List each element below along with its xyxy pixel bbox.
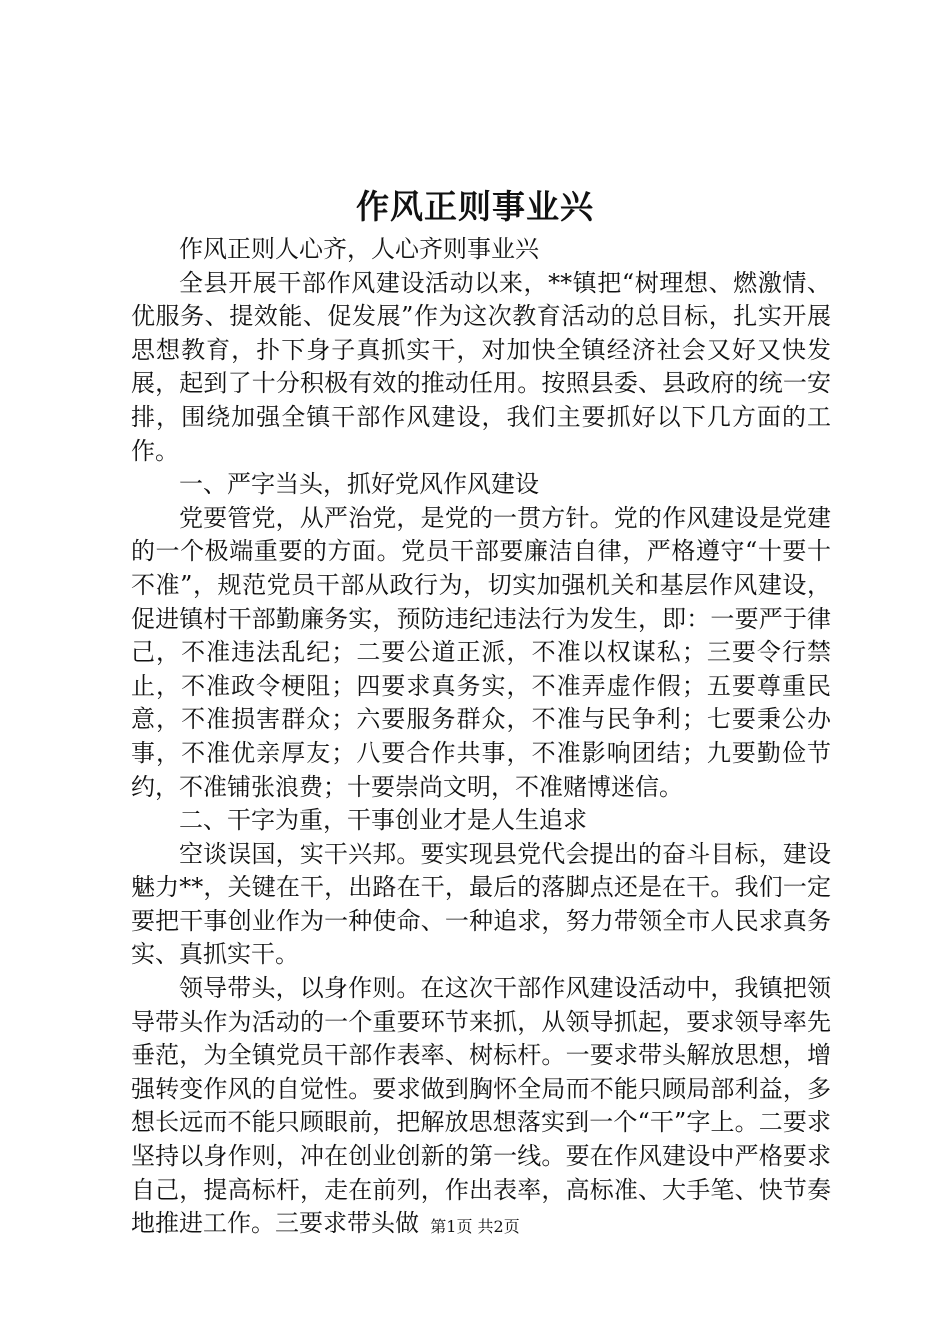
page-footer: 第1页 共2页 bbox=[430, 1217, 520, 1236]
document-body bbox=[131, 233, 831, 1241]
section-heading-2: 二、干字为重，干事创业才是人生追求 bbox=[179, 806, 587, 835]
paragraph-section-1: 党要管党，从严治党，是党的一贯方针。党的作风建设是党建的一个极端重要的方面。党员干部要廉洁自律，严格遵守“十要十不准”，规范党员干部从政行为，切实加强机关和基层作风建设，促进镇村干部勤廉务实，预防违纪违法行为发生，即：一要严于律己，不准违法乱纪；二要公道正派，不准以权谋私；三要令行禁止，不准政令梗阻；四要求真务实，不准弄虚作假；五要尊重民意，不准损害群众；六要服务群众，不准与民争利；七要秉公办事，不准优亲厚友；八要合作共事，不准影响团结；九要勤俭节约，不准铺张浪费；十要崇尚文明，不准赌博迷信。 bbox=[131, 503, 831, 801]
document-title: 作风正则事业兴 bbox=[356, 187, 594, 226]
paragraph-section-2b: 领导带头，以身作则。在这次干部作风建设活动中，我镇把领导带头作为活动的一个重要环节来抓，从领导抓起，要求领导率先垂范，为全镇党员干部作表率、树标杆。一要求带头解放思想，增强转变作风的自觉性。要求做到胸怀全局而不能只顾局部利益，多想长远而不能只顾眼前，把解放思想落实到一个“干”字上。二要求坚持以身作则，冲在创业创新的第一线。要在作风建设中严格要求自己，提高标杆，走在前列，作出表率，高标准、大手笔、快节奏地推进工作。三要求带头做 bbox=[131, 974, 831, 1238]
paragraph-intro: 作风正则人心齐，人心齐则事业兴 bbox=[179, 235, 539, 263]
section-heading-1: 一、严字当头，抓好党风作风建设 bbox=[179, 470, 539, 499]
paragraph-section-2a: 空谈误国，实干兴邦。要实现县党代会提出的奋斗目标，建设魅力**，关键在干，出路在干，最后的落脚点还是在干。我们一定要把干事创业作为一种使命、一种追求，努力带领全市人民求真务实、真抓实干。 bbox=[131, 839, 831, 969]
paragraph-overview: 全县开展干部作风建设活动以来，**镇把“树理想、燃激情、优服务、提效能、促发展”作为这次教育活动的总目标，扎实开展思想教育，扑下身子真抓实干，对加快全镇经济社会又好又快发展，起到了十分积极有效的推动任用。按照县委、县政府的统一安排，围绕加强全镇干部作风建设，我们主要抓好以下几方面的工作。 bbox=[131, 268, 831, 465]
